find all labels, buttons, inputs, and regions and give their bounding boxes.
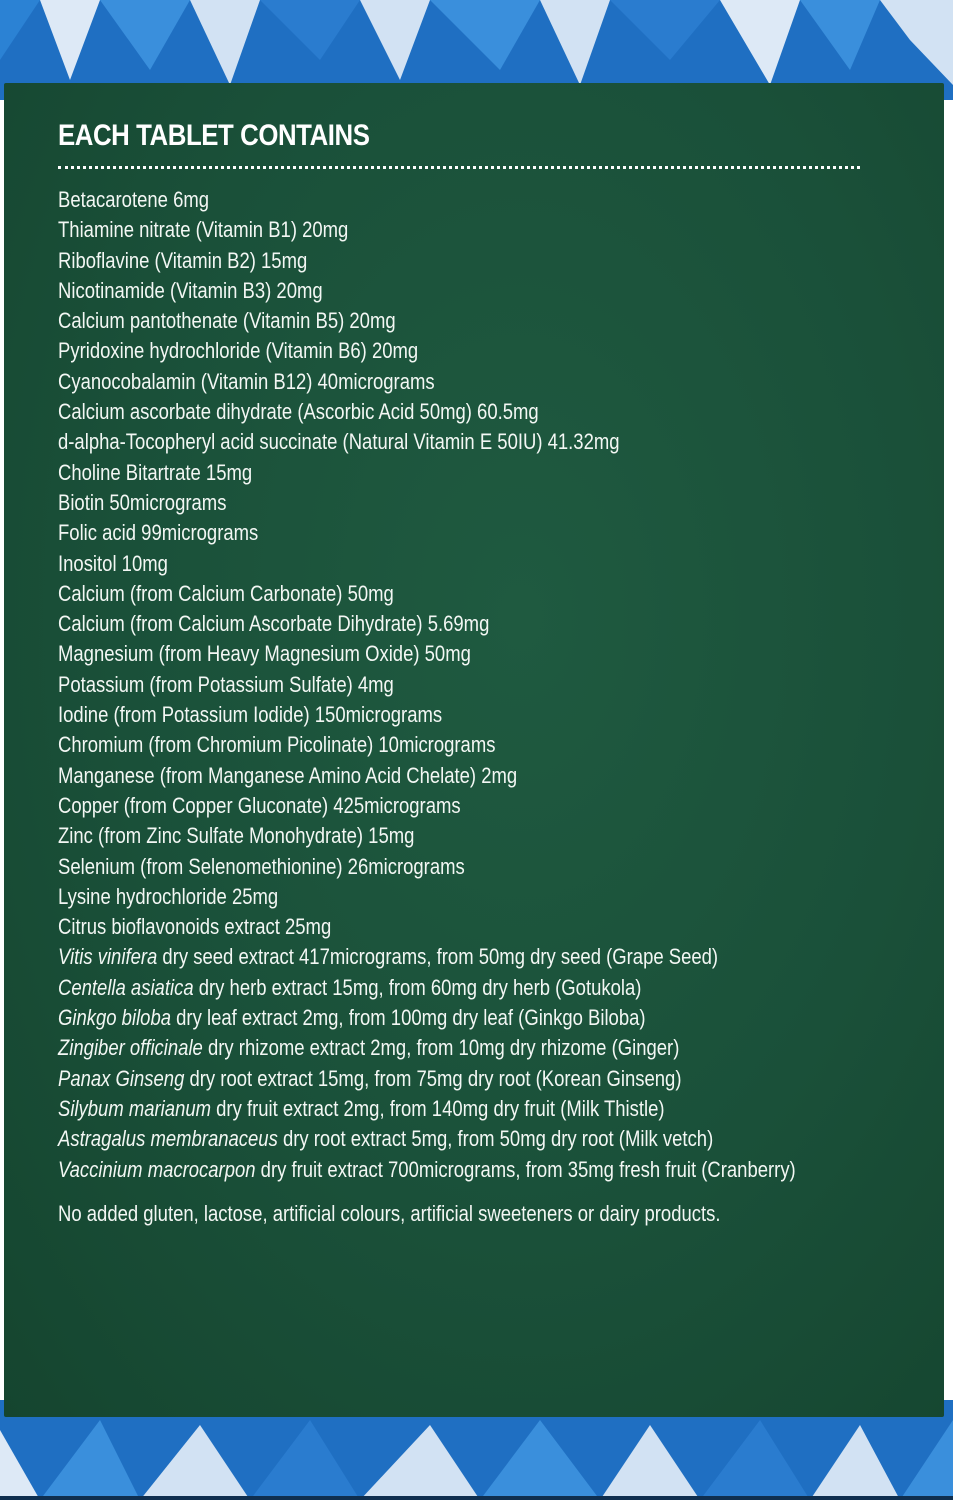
ingredient-item (58, 367, 747, 397)
ingredient-text: Calcium (from Calcium Ascorbate Dihydrate) 5.69mg (58, 611, 490, 637)
ingredient-item (58, 670, 747, 700)
ingredient-item (58, 427, 747, 457)
ingredient-botanical-name: Vitis vinifera (58, 944, 158, 970)
ingredient-item (58, 397, 747, 427)
ingredient-item (58, 1064, 747, 1094)
dotted-divider (58, 166, 860, 169)
ingredient-item (58, 1094, 747, 1124)
ingredient-item (58, 185, 747, 215)
ingredient-text: Copper (from Copper Gluconate) 425micrograms (58, 792, 461, 818)
ingredient-item (58, 1033, 747, 1063)
ingredient-text: Calcium (from Calcium Carbonate) 50mg (58, 580, 394, 606)
section-heading: EACH TABLET CONTAINS (58, 119, 370, 152)
ingredient-text: Chromium (from Chromium Picolinate) 10micrograms (58, 732, 496, 758)
ingredient-text: Betacarotene 6mg (58, 187, 210, 212)
ingredient-text: Nicotinamide (Vitamin B3) 20mg (58, 277, 323, 303)
ingredient-text: dry seed extract 417micrograms, from 50mg dry seed (Grape Seed) (157, 944, 719, 970)
ingredient-botanical-name: Ginkgo biloba (58, 1005, 172, 1031)
ingredient-item (58, 306, 747, 336)
ingredient-text: Inositol 10mg (58, 550, 168, 576)
ingredient-item (58, 973, 747, 1003)
ingredient-text: Magnesium (from Heavy Magnesium Oxide) 50mg (58, 641, 471, 667)
ingredient-item (58, 1155, 796, 1185)
ingredient-text: Biotin 50micrograms (58, 489, 227, 515)
ingredient-text: Iodine (from Potassium Iodide) 150micrograms (58, 702, 443, 728)
ingredient-item (58, 639, 747, 669)
ingredient-botanical-name: Centella asiatica (58, 974, 194, 1000)
ingredient-text: dry rhizome extract 2mg, from 10mg dry rhizome (Ginger) (202, 1035, 680, 1061)
ingredient-text: dry leaf extract 2mg, from 100mg dry leaf (Ginkgo Biloba) (171, 1005, 646, 1031)
ingredient-item (58, 336, 747, 366)
ingredient-text: dry herb extract 15mg, from 60mg dry herb (Gotukola) (193, 974, 642, 1000)
ingredient-item (58, 821, 747, 851)
ingredient-item (58, 458, 747, 488)
ingredient-item (58, 215, 747, 245)
ingredient-text: Choline Bitartrate 15mg (58, 459, 253, 485)
ingredient-text: Lysine hydrochloride 25mg (58, 883, 279, 909)
ingredient-text: Potassium (from Potassium Sulfate) 4mg (58, 671, 394, 697)
ingredient-botanical-name: Panax Ginseng (58, 1065, 185, 1091)
ingredient-text: d-alpha-Tocopheryl acid succinate (Natural Vitamin E 50IU) 41.32mg (58, 429, 620, 455)
ingredient-text: Riboflavine (Vitamin B2) 15mg (58, 247, 308, 273)
ingredient-item (58, 518, 747, 548)
ingredient-text: Selenium (from Selenomethionine) 26micrograms (58, 853, 465, 879)
ingredient-text: Zinc (from Zinc Sulfate Monohydrate) 15mg (58, 823, 415, 849)
ingredient-item (58, 549, 747, 579)
ingredient-item (58, 1124, 747, 1154)
ingredient-list (58, 185, 878, 1185)
ingredient-text: Citrus bioflavonoids extract 25mg (58, 914, 332, 940)
ingredient-text: Folic acid 99micrograms (58, 520, 259, 546)
ingredient-item (58, 1003, 747, 1033)
ingredient-item (58, 791, 747, 821)
ingredient-botanical-name: Vaccinium macrocarpon (58, 1156, 256, 1182)
ingredient-text: dry root extract 15mg, from 75mg dry root (Korean Ginseng) (184, 1065, 682, 1091)
ingredient-text: Thiamine nitrate (Vitamin B1) 20mg (58, 217, 349, 243)
ingredient-botanical-name: Astragalus membranaceus (58, 1126, 278, 1152)
ingredient-item (58, 246, 747, 276)
ingredient-item (58, 912, 747, 942)
ingredient-botanical-name: Silybum marianum (58, 1095, 212, 1121)
ingredient-item (58, 852, 747, 882)
ingredient-text: dry root extract 5mg, from 50mg dry root (Milk vetch) (277, 1126, 714, 1152)
ingredient-text: dry fruit extract 2mg, from 140mg dry fruit (Milk Thistle) (211, 1095, 665, 1121)
ingredient-item (58, 488, 747, 518)
ingredient-item (58, 579, 747, 609)
ingredient-item (58, 609, 747, 639)
ingredient-text: Calcium pantothenate (Vitamin B5) 20mg (58, 308, 396, 334)
ingredient-item (58, 761, 747, 791)
allergen-note: No added gluten, lactose, artificial colours, artificial sweeteners or dairy products. (58, 1200, 721, 1226)
ingredient-text: dry fruit extract 700micrograms, from 35mg fresh fruit (Cranberry) (255, 1156, 796, 1182)
ingredient-text: Cyanocobalamin (Vitamin B12) 40micrograms (58, 368, 435, 394)
ingredients-section (58, 118, 878, 1229)
ingredient-botanical-name: Zingiber officinale (58, 1035, 203, 1061)
ingredient-text: Manganese (from Manganese Amino Acid Chelate) 2mg (58, 762, 518, 788)
ingredient-item (58, 882, 747, 912)
ingredient-text: Calcium ascorbate dihydrate (Ascorbic Acid 50mg) 60.5mg (58, 399, 539, 425)
ingredient-item (58, 276, 747, 306)
ingredient-item (58, 730, 747, 760)
ingredient-item (58, 942, 747, 972)
ingredient-item (58, 700, 747, 730)
ingredient-text: Pyridoxine hydrochloride (Vitamin B6) 20mg (58, 338, 419, 364)
